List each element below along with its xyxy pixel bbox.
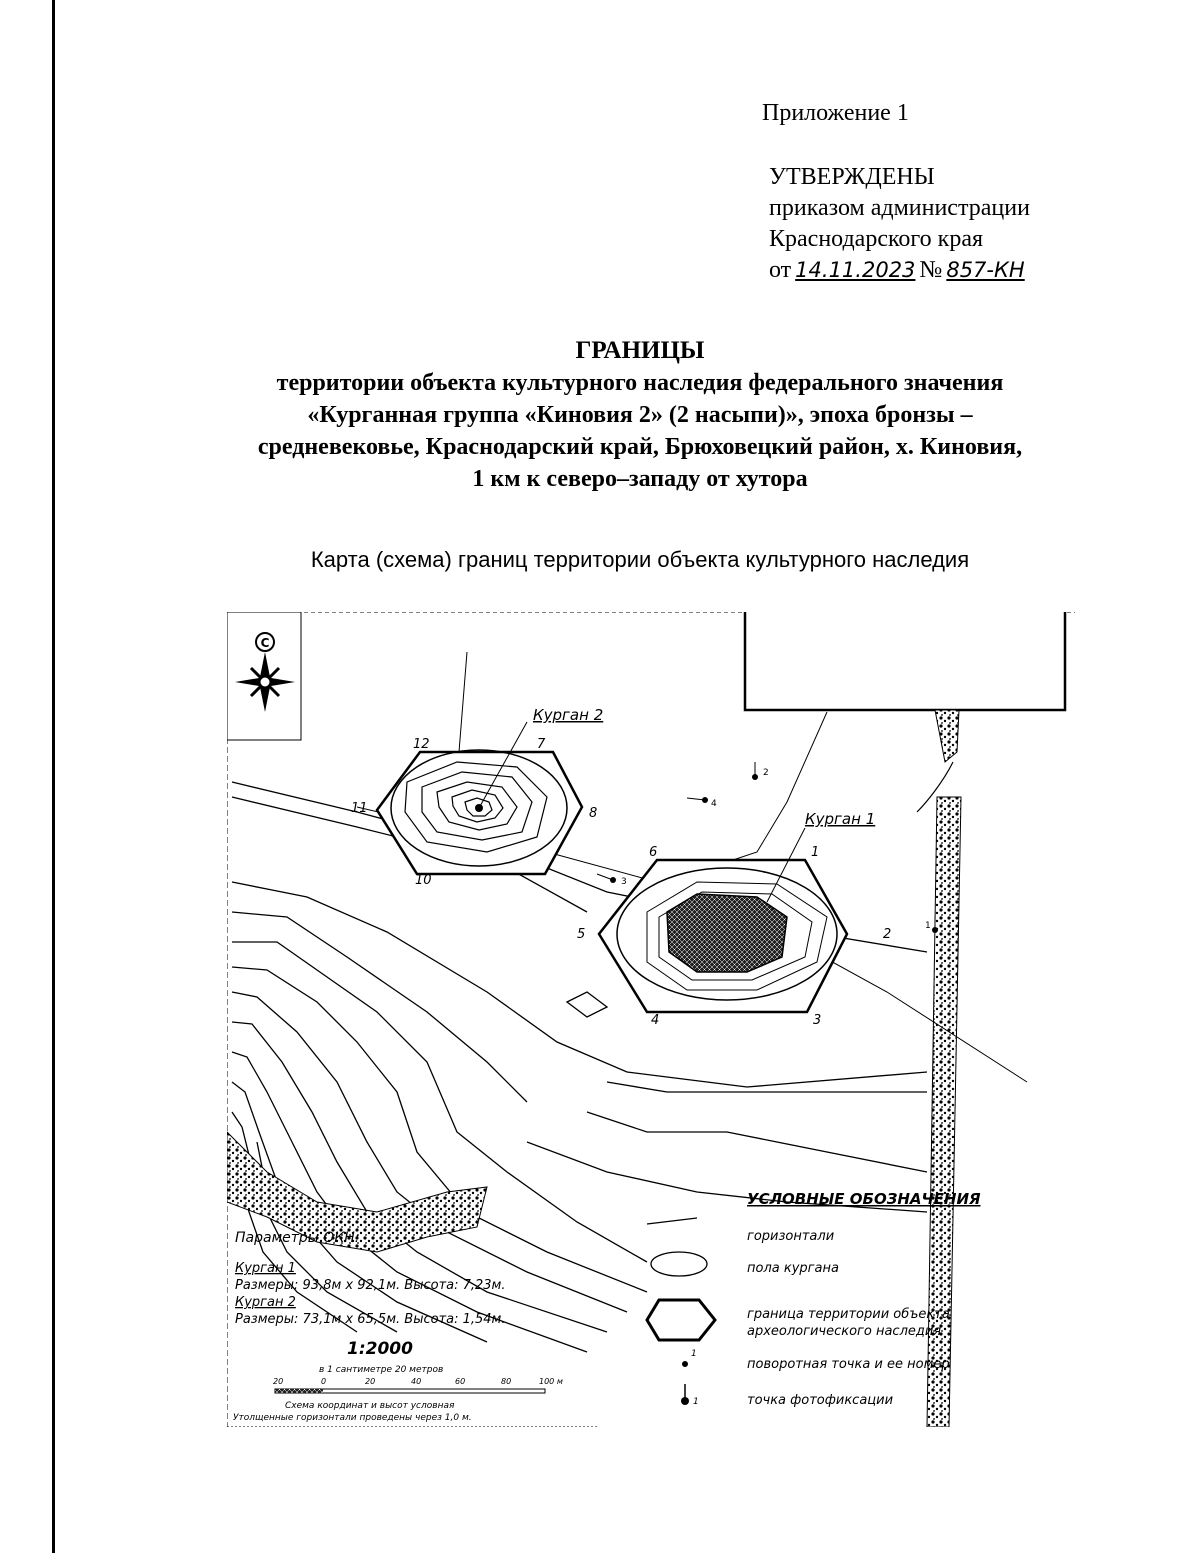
title-line-4: 1 км к северо–западу от хутора [472,466,808,492]
date-prefix: от [769,257,792,283]
approved-line-2: Краснодарского края [769,226,984,252]
photo-point-2: 2 [763,768,769,778]
kurgan-2 [377,706,603,874]
params-title: Параметры ОКН: [235,1230,360,1246]
photo-point-icon [597,874,627,887]
photo-point-4: 4 [711,799,717,809]
dot-icon [682,1361,688,1367]
handwritten-number: 857-КН [946,258,1025,282]
approved-line-1: приказом администрации [769,195,1030,221]
left-margin-rule [52,0,55,1553]
scale-block [233,1339,563,1423]
north-arrow-icon [227,612,301,740]
approved-date-line [769,255,1030,286]
title-line-3: средневековье, Краснодарский край, Брюховецкий район, х. Киновия, [257,434,1023,460]
params-kurgan-1-name: Курган 1 [235,1261,296,1276]
kurgan-1-dense-core [667,894,787,972]
scale-note-2: Утолщенные горизонтали проведены через 1,0 м. [233,1413,472,1423]
legend-item-photo-point: точка фотофиксации [747,1393,894,1408]
point-12: 12 [413,737,430,752]
scale-tick-0: 20 [273,1377,284,1386]
legend-item-boundary-1: граница территории объекта [747,1307,950,1322]
ellipse-icon [651,1252,707,1276]
legend-dot-label: 1 [691,1349,697,1359]
handwritten-date: 14.11.2023 [795,258,916,282]
point-6: 6 [649,845,658,860]
point-7: 7 [537,737,546,752]
title-heading: ГРАНИЦЫ [575,337,705,364]
kurgan-2-label: Курган 2 [533,706,604,724]
point-5: 5 [577,927,586,942]
boundary-map [227,612,1075,1427]
legend-item-boundary-2: археологического наследия [747,1324,942,1339]
scale-tick-2: 20 [365,1377,376,1386]
document-title [120,335,1160,495]
legend-item-contours: горизонтали [747,1229,835,1244]
photo-point-1: 1 [925,921,931,931]
blank-label-box [745,612,1065,710]
scale-tick-5: 80 [501,1377,512,1386]
scale-tick-4: 60 [455,1377,466,1386]
appendix-label: Приложение 1 [762,100,909,126]
approval-block [769,162,1030,286]
compass-letter: С [260,636,270,650]
point-11: 11 [351,801,368,816]
photo-point-icon [752,762,769,780]
point-8: 8 [589,806,598,821]
legend-item-turning-point: поворотная точка и ее номер [747,1357,950,1372]
params-kurgan-1-size: Размеры: 93,8м х 92,1м. Высота: 7,23м. [235,1278,506,1293]
params-kurgan-2-size: Размеры: 73,1м х 65,5м. Высота: 1,54м. [235,1312,506,1327]
title-line-2: «Курганная группа «Киновия 2» (2 насыпи)», эпоха бронзы – [307,402,973,428]
point-4: 4 [651,1013,660,1028]
scale-ratio: 1:2000 [347,1339,413,1359]
point-1: 1 [811,845,820,860]
scale-tick-6: 100 м [539,1377,563,1386]
scale-note-1: Схема координат и высот условная [285,1401,455,1411]
photo-point-3: 3 [621,877,627,887]
point-2: 2 [883,927,892,942]
hexagon-icon [647,1300,715,1340]
map-caption: Карта (схема) границ территории объекта культурного наследия [310,547,970,572]
point-10: 10 [415,873,432,888]
kurgan-1-label: Курган 1 [805,810,876,828]
scale-tick-1: 0 [321,1377,327,1386]
legend-title: УСЛОВНЫЕ ОБОЗНАЧЕНИЯ [747,1190,981,1208]
title-line-1: территории объекта культурного наследия федерального значения [276,370,1004,396]
scale-tick-3: 40 [411,1377,422,1386]
number-prefix: № [919,257,943,283]
photo-point-icon [687,797,717,809]
kurgan-2-boundary-hexagon [377,752,582,874]
point-3: 3 [813,1013,822,1028]
kurgan-1 [599,810,875,1012]
params-kurgan-2-name: Курган 2 [235,1295,296,1310]
photo-point-icon [681,1384,689,1405]
scale-description: в 1 сантиметре 20 метров [319,1365,444,1375]
approved-title: УТВЕРЖДЕНЫ [769,164,935,190]
legend-item-kurgan-floor: пола кургана [747,1261,839,1276]
legend-photo-label: 1 [693,1397,699,1407]
contour-line-icon [647,1218,697,1224]
